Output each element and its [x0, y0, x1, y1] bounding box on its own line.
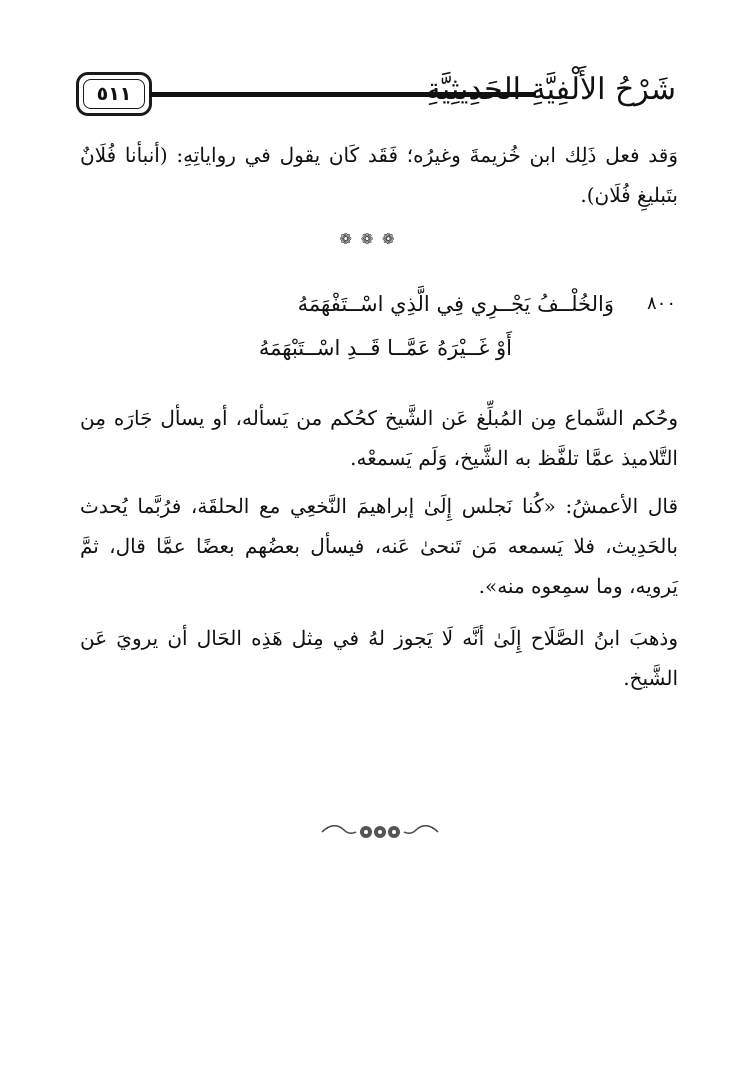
- verse-first-hemistich: وَالخُلْــفُ يَجْــرِي فِي الَّذِي اسْــتَفْهَمَهُ: [297, 292, 614, 316]
- verse-number: ٨٠٠: [646, 293, 676, 314]
- page-number: ٥١١: [83, 79, 145, 109]
- paragraph-4: وذهبَ ابنُ الصَّلَاح إِلَىٰ أنَّه لَا يَجوز لهُ في مِثل هَذِه الحَال أن يرويَ عَن الشَّيخ.: [80, 626, 678, 690]
- end-ornament: [318, 820, 442, 844]
- page-header: [76, 68, 676, 124]
- section-separator: ❁ ❁ ❁: [339, 230, 397, 248]
- paragraph-2: وحُكم السَّماع مِن المُبلِّغ عَن الشَّيخ كحُكم من يَسأله، أو يسأل جَارَه مِن التَّلاميذ عمَّا تلفَّظ به الشَّيخ، وَلَم يَسمعْه.: [80, 406, 678, 470]
- end-ornament-graphic: [318, 820, 442, 844]
- running-title: شَرْحُ الأَلْفِيَّةِ الحَدِيثِيَّةِ: [425, 72, 676, 107]
- page-number-frame: [76, 72, 152, 116]
- paragraph-1: وَقد فعل ذَلِك ابن خُزيمةَ وغيرُه؛ فَقَد كَان يقول في رواياتِهِ: (أنبأنا فُلَانٌ بتَبليغِ فُلَان).: [80, 143, 678, 207]
- verse-second-hemistich: أَوْ غَــيْرَهُ عَمَّــا قَــدِ اسْــتَبْهَمَهُ: [258, 336, 512, 360]
- verse-block: [80, 282, 678, 378]
- paragraph-3: قال الأعمشُ: «كُنا نَجلس إِلَىٰ إبراهيمَ النَّخعِي مع الحلقَة، فرُبَّما يُحدث بالحَدِيث، فلا يَسمعه مَن تَنحىٰ عَنه، فيسأل بعضُهم بعضًا عمَّا قال، ثمَّ يَرويه، وما سمِعوه منه».: [80, 494, 678, 598]
